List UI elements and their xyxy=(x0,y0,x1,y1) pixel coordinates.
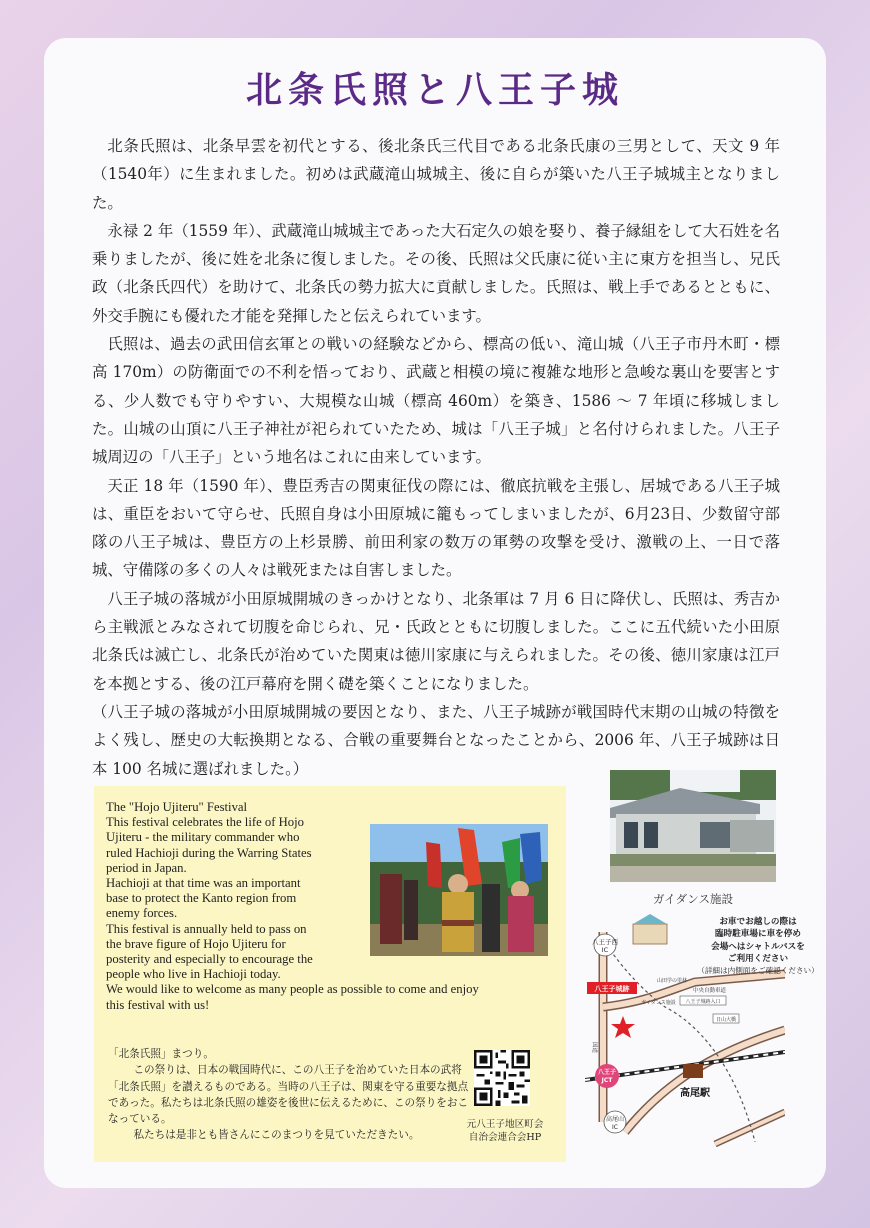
map-label-bridge: 日山大橋 xyxy=(715,1017,737,1023)
festival-en-line: This festival is annually held to pass on xyxy=(106,921,307,936)
guidance-facility-caption: ガイダンス施設 xyxy=(653,892,733,906)
qr-caption: 元八王子地区町会 自治会連合会HP xyxy=(466,1119,544,1143)
festival-jp-body: この祭りは、日本の戦国時代に、この八王子を治めていた日本の武将「北条氏照」を讃えるものである。当時の八王子は、関東を守る重要な拠点であった。私たちは北条氏照の雄姿を後世に伝えるために、この祭りをおこなっている。 xyxy=(108,1064,469,1126)
festival-jp-title: 「北条氏照」まつり。 xyxy=(108,1048,214,1060)
map-label-guidance: ガイダンス施設 xyxy=(641,1000,676,1006)
festival-en-line: Ujiteru - the military commander who xyxy=(106,830,300,845)
map-label-kokudo: 国道 xyxy=(591,1042,597,1054)
festival-en-line: ruled Hachioji during the Warring States xyxy=(106,845,312,860)
festival-en-title: The "Hojo Ujiteru" Festival xyxy=(106,800,248,814)
paragraph: 北条氏照は、北条早雲を初代とする、後北条氏三代目である北条氏康の三男として、天文 9 年（1540年）に生まれました。初めは武蔵滝山城城主、後に自らが築いた八王子城城主となりました。 xyxy=(92,137,780,212)
festival-en-line: this festival with us! xyxy=(106,997,210,1012)
festival-jp-closing: 私たちは是非とも皆さんにこのまつりを見ていただきたい。 xyxy=(133,1129,420,1142)
qr-code[interactable] xyxy=(474,1050,530,1106)
paragraph: 永禄 2 年（1559 年）、武蔵滝山城城主であった大石定久の娘を娶り、養子縁組をして大石姓を名乗りましたが、後に姓を北条に復しました。その後、氏照は父氏康に従い主に東方を担当し、兄氏政（北条氏四代）を助けて、北条氏の勢力拡大に貢献しました。氏照は、戦上手であるとともに、外交手腕にも優れた才能を発揮したと伝えられています。 xyxy=(92,221,780,325)
festival-en-line: the brave figure of Hojo Ujiteru for xyxy=(106,936,286,951)
map-label-jct-1: 八王子 xyxy=(597,1069,617,1076)
map-parking-note: お車でお越しの際は 臨時駐車場に車を停め 会場へはシャトルバスを ご利用ください （詳細は内側面をご確認ください） xyxy=(697,917,819,976)
festival-en-line: enemy forces. xyxy=(106,906,178,921)
paragraph: 天正 18 年（1590 年）、豊臣秀吉の関東征伐の際には、徹底抗戦を主張し、居城である八王子城は、重臣をおいて守らせ、氏照自身は小田原城に籠もってしまいましたが、6月23日、少数留守部隊の八王子城は、豊臣方の上杉景勝、前田利家の数万の軍勢の攻撃を受け、激戦の上、一日で落城、守備隊の多くの人々は戦死または自害しました。 xyxy=(92,476,780,580)
festival-photo xyxy=(370,824,548,956)
map-label-takaosan-2: IC xyxy=(612,1124,618,1131)
festival-en-line: period in Japan. xyxy=(106,860,187,875)
paragraph: 氏照は、過去の武田信玄軍との戦いの経験などから、標高の低い、滝山城（八王子市丹木町・標高 170m）の防衛面での不利を悟っており、武蔵と相模の境に複雑な地形と急峻な裏山を要害とする、少人数でも守りやすい、大規模な山城（標高 460m）を築き、1586 ～ 7 年頃に移城しました。山城の山頂に八王子神社が祀られていたため、城は「八王子城」と名付けられました。八王子城周辺の「八王子」という地名はこれに由来しています。 xyxy=(92,335,780,467)
festival-japanese-text xyxy=(108,1046,473,1144)
paragraph: 八王子城の落城が小田原城開城のきっかけとなり、北条軍は 7 月 6 日に降伏し、氏照は、秀吉から主戦派とみなされて切腹を命じられ、兄・氏政とともに切腹しました。ここに五代続いた小田原北条氏は滅亡し、北条氏が治めていた関東は徳川家康に与えられました。その後、徳川家康は江戸を本拠とする、後の江戸幕府を開く礎を築くことになりました。 xyxy=(92,589,780,693)
festival-en-line: people who live in Hachioji today. xyxy=(106,967,281,982)
map-label-takao-station: 高尾駅 xyxy=(680,1088,710,1099)
map-label-jct-2: JCT xyxy=(601,1077,613,1084)
note-paragraph: （八王子城の落城が小田原城開城の要因となり、また、八王子城跡が戦国時代末期の山城の特徴をよく残し、歴史の大転換期となる、合戦の重要舞台となったことから、2006 年、八王子城跡は日本 100 名城に選ばれました。） xyxy=(92,702,780,778)
festival-en-line: posterity and especially to encourage the xyxy=(106,952,313,967)
guidance-facility-photo xyxy=(610,770,776,882)
festival-en-line: base to protect the Kanto region from xyxy=(106,891,297,906)
festival-en-line: Hachioji at that time was an important xyxy=(106,876,301,891)
page-title: 北条氏照と八王子城 xyxy=(245,70,624,111)
map-label-hachioji-nishi: 八王子西 xyxy=(592,938,618,946)
map-label-ic: IC xyxy=(601,946,609,954)
map-label-road: 山田学の里林 xyxy=(657,978,688,984)
map-label-takaosan-1: 高尾山 xyxy=(605,1116,625,1123)
map-label-entrance: 八王子城跡入口 xyxy=(685,999,721,1005)
festival-en-line: We would like to welcome as many people as possible to come and enjoy xyxy=(106,982,479,997)
festival-box xyxy=(94,786,566,1162)
article-body xyxy=(92,132,780,783)
map-label-expressway: 中央自動車道 xyxy=(693,988,727,994)
festival-en-line: This festival celebrates the life of Hojo xyxy=(106,815,304,830)
map-label-castle-site: 八王子城跡 xyxy=(594,985,630,993)
